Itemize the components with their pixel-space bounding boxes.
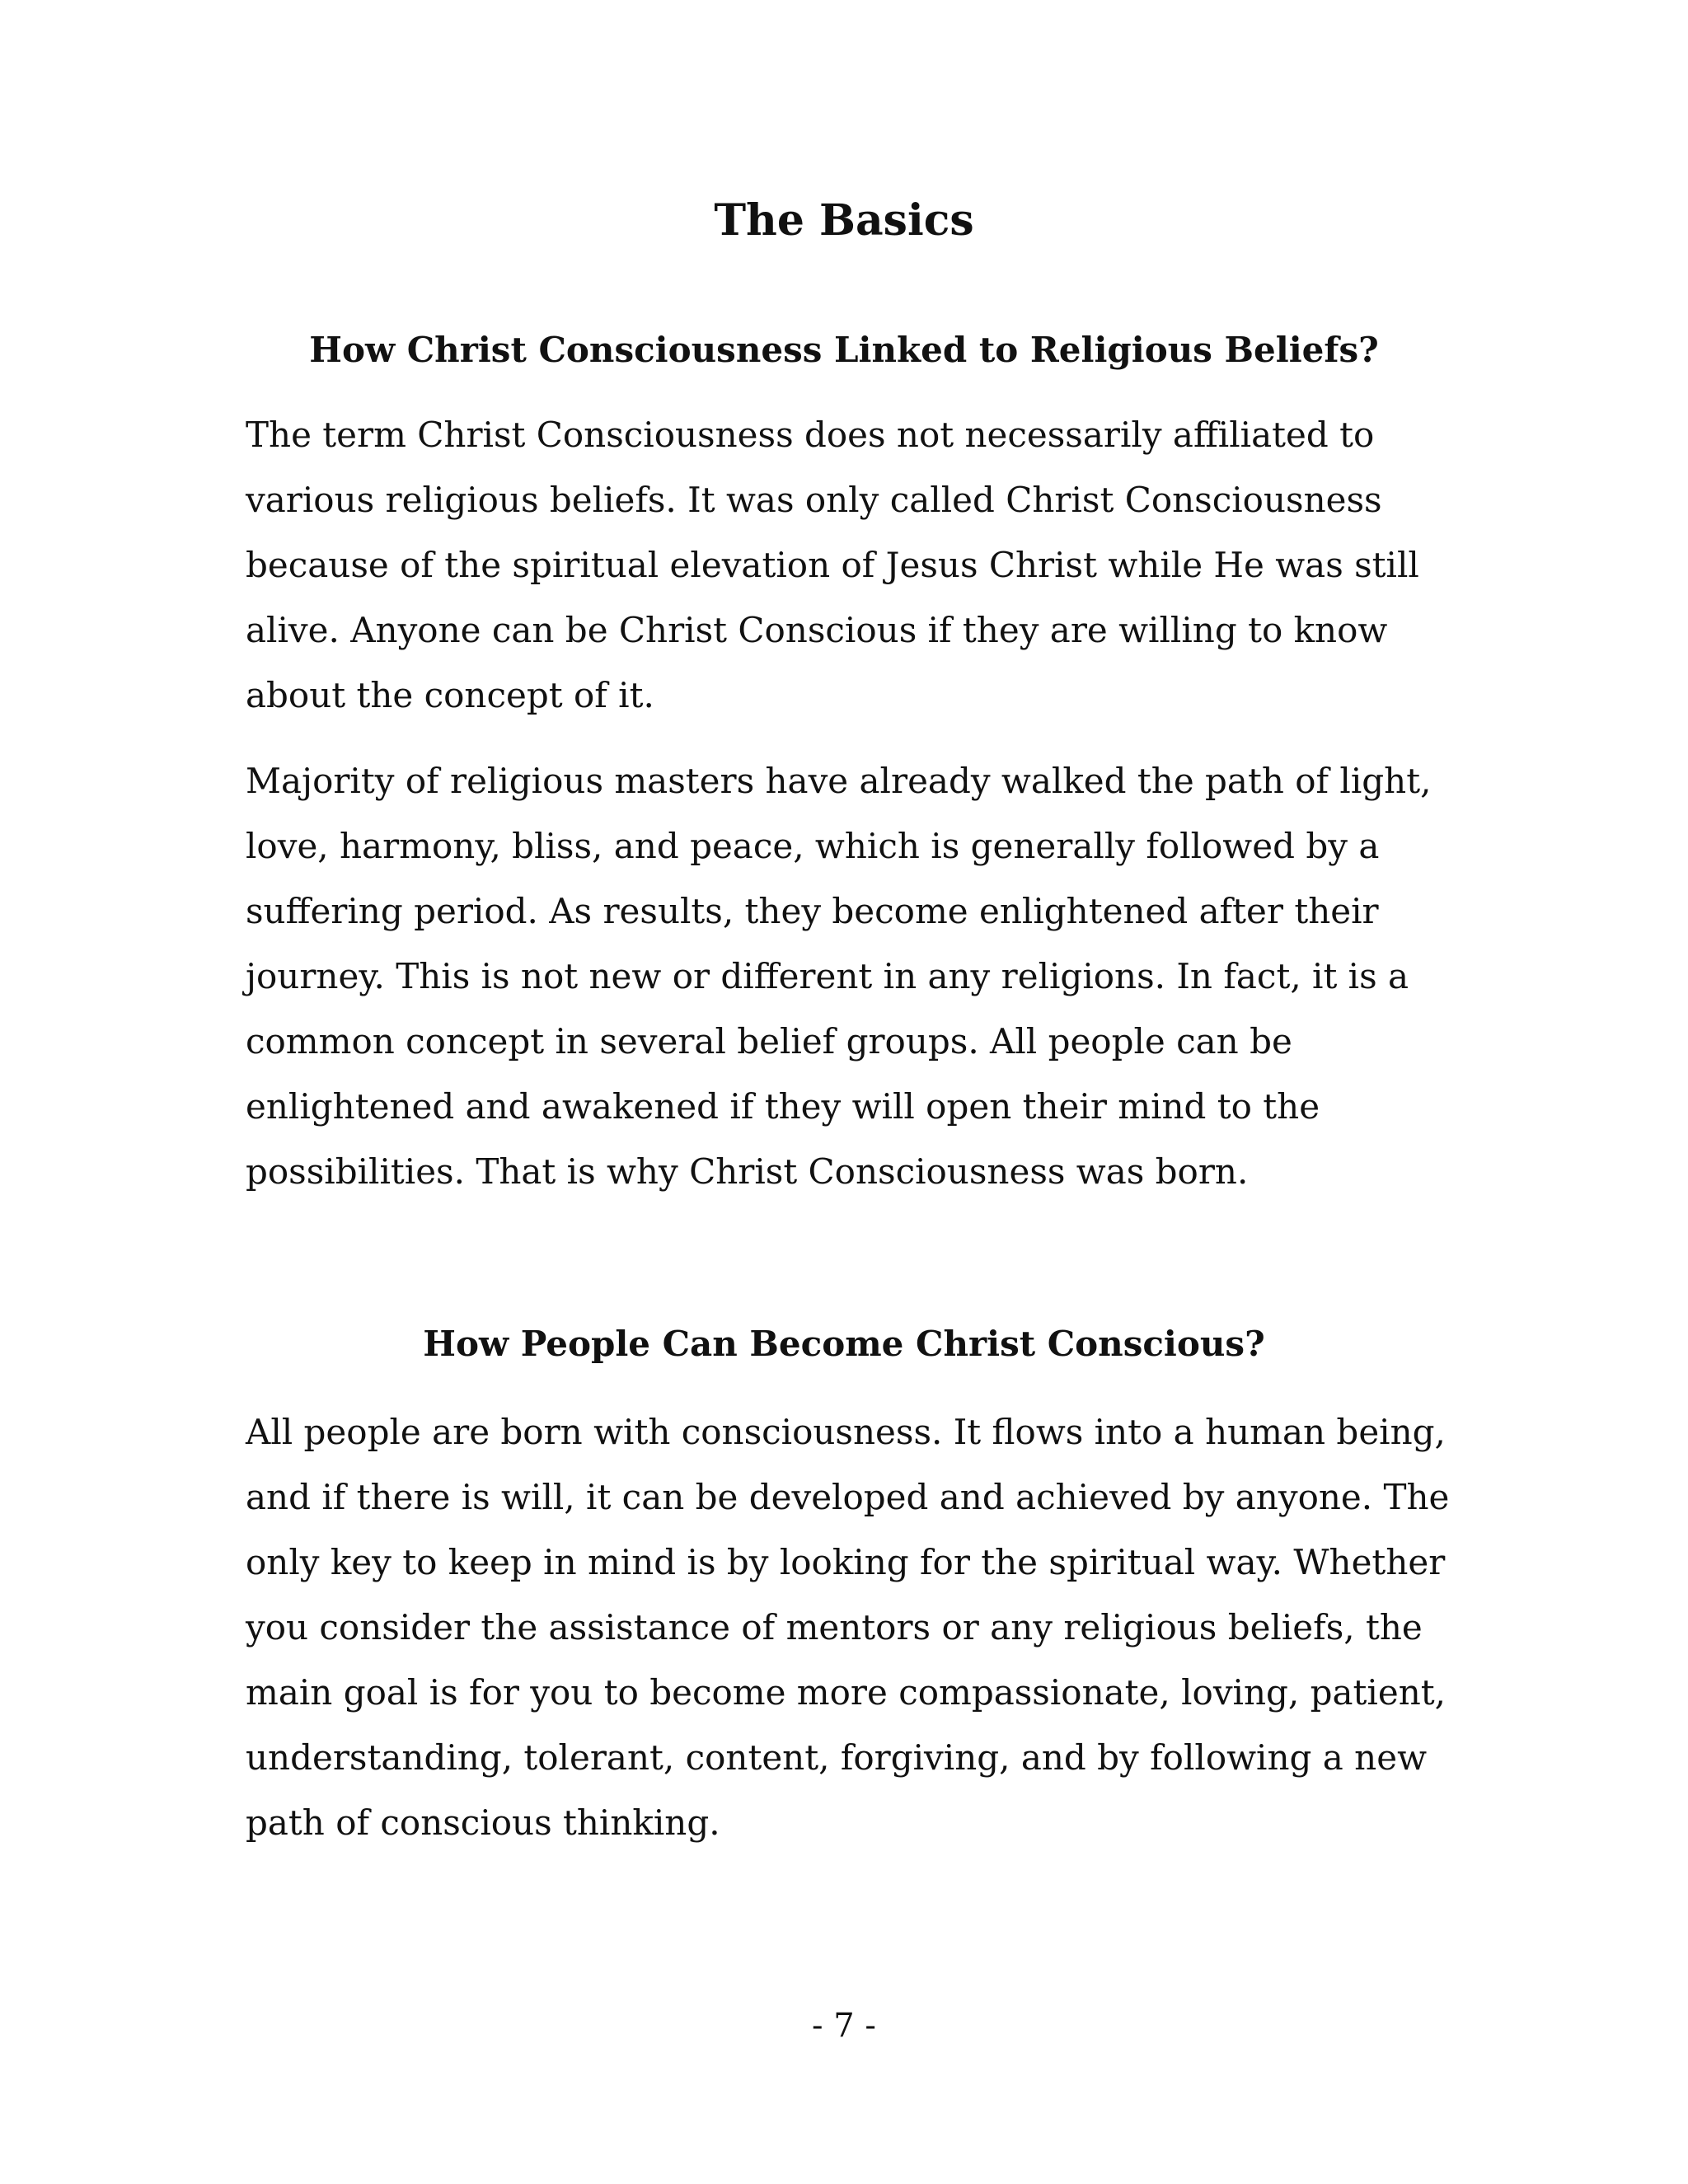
text-line: The term Christ Consciousness does not necessarily affiliated to [246, 415, 1375, 455]
section-heading: How People Can Become Christ Conscious? [423, 1324, 1265, 1364]
section-heading: How Christ Consciousness Linked to Religious Beliefs? [309, 330, 1379, 370]
text-line: possibilities. That is why Christ Consciousness was born. [246, 1151, 1249, 1192]
text-line: only key to keep in mind is by looking for the spiritual way. Whether [246, 1542, 1446, 1582]
text-line: about the concept of it. [246, 675, 654, 715]
paragraph [246, 402, 1449, 728]
text-line: journey. This is not new or different in any religions. In fact, it is a [246, 956, 1409, 996]
text-line: alive. Anyone can be Christ Conscious if they are willing to know [246, 610, 1388, 650]
text-line: main goal is for you to become more compassionate, loving, patient, [246, 1672, 1446, 1713]
paragraph [246, 1399, 1449, 1855]
text-line: Majority of religious masters have already walked the path of light, [246, 761, 1432, 801]
text-line: you consider the assistance of mentors or any religious beliefs, the [246, 1607, 1423, 1647]
page-number: - 7 - [812, 2007, 876, 2045]
paragraph [246, 748, 1449, 1204]
text-line: common concept in several belief groups. All people can be [246, 1021, 1292, 1062]
text-line: because of the spiritual elevation of Jesus Christ while He was still [246, 545, 1419, 585]
page-title: The Basics [714, 195, 974, 246]
text-line: understanding, tolerant, content, forgiving, and by following a new [246, 1737, 1428, 1778]
text-line: All people are born with consciousness. It flows into a human being, [246, 1412, 1446, 1452]
text-line: path of conscious thinking. [246, 1802, 720, 1843]
text-line: and if there is will, it can be developed and achieved by anyone. The [246, 1477, 1450, 1517]
text-line: love, harmony, bliss, and peace, which is generally followed by a [246, 826, 1380, 866]
text-line: various religious beliefs. It was only called Christ Consciousness [246, 480, 1382, 520]
text-line: suffering period. As results, they become enlightened after their [246, 891, 1379, 931]
text-line: enlightened and awakened if they will open their mind to the [246, 1086, 1320, 1127]
